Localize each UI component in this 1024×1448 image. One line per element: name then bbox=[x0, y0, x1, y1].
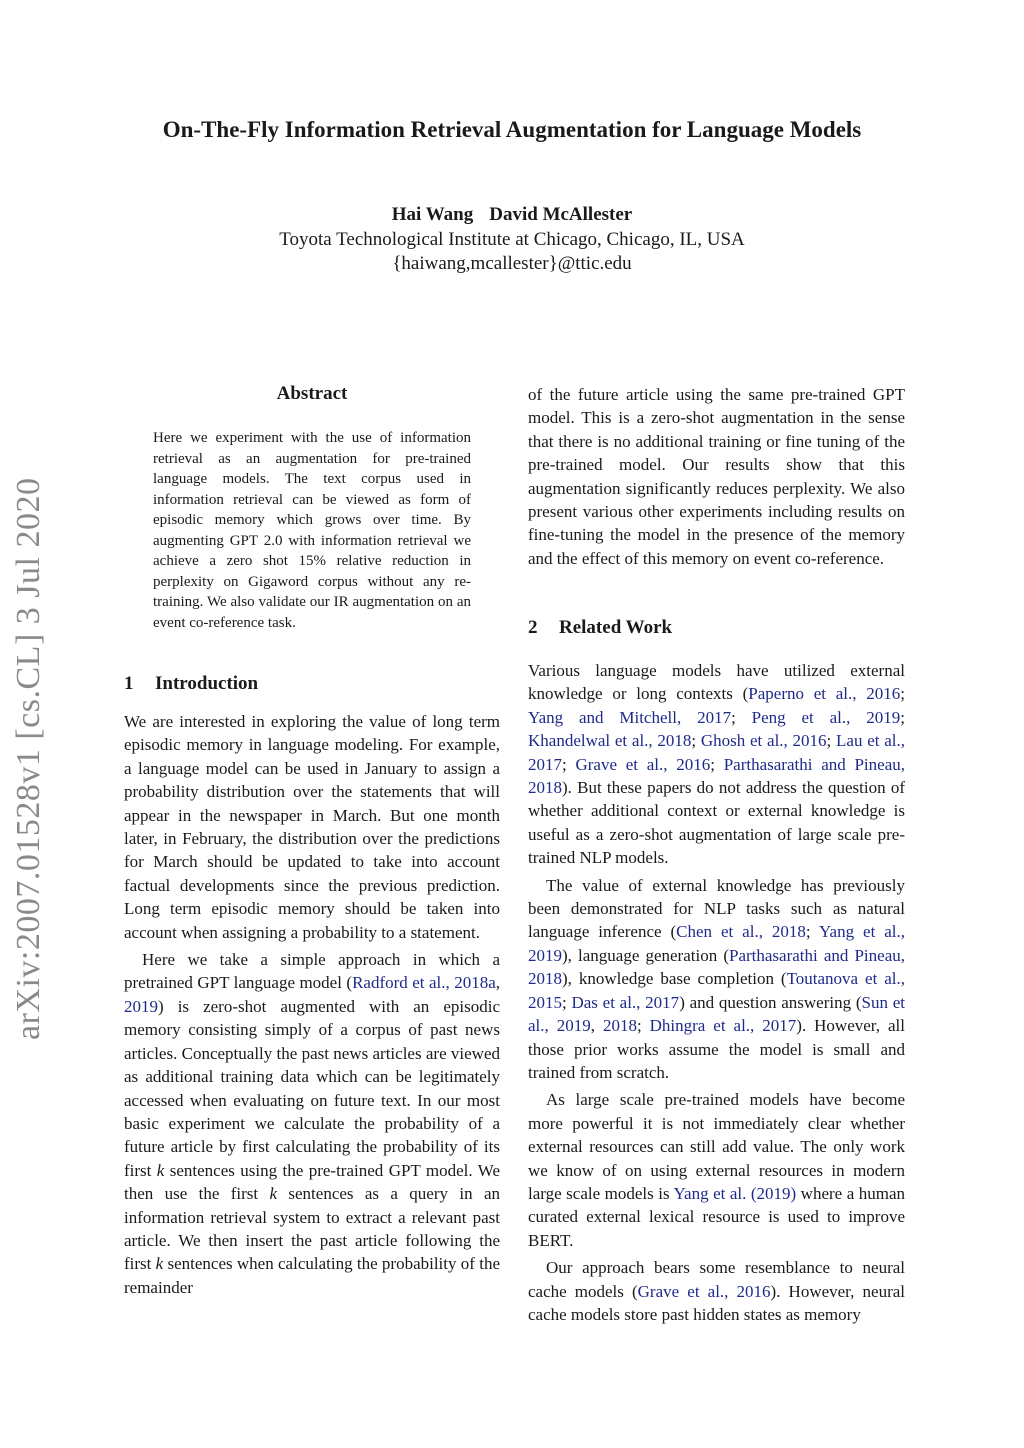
math-variable: k bbox=[155, 1254, 164, 1274]
right-column-intro bbox=[528, 383, 905, 574]
arxiv-stamp: arXiv:2007.01528v1 [cs.CL] 3 Jul 2020 bbox=[10, 477, 47, 1040]
citation-link[interactable]: Sun et al., 2019 bbox=[528, 992, 905, 1036]
intro-paragraph-2: Here we take a simple approach in which a pretrained GPT language model (Radford et al., 2018a, 2019) is zero-shot augmented with an episodic memory consisting simply of a corpus of past news articles. Conceptually the past news articles are viewed as additional training data which can be legitimately accessed when evaluating on future text. In our most basic experiment we calculate the probability of a future article by first calculating the probability of its first k sentences using the pre-trained GPT model. We then use the first k sentences as a query in an information retrieval system to extract a relevant past article. We then insert the past article following the first k sentences when calculating the probability of the remainder bbox=[124, 950, 500, 1297]
citation-link[interactable]: Peng et al., 2019 bbox=[751, 707, 901, 727]
affiliation: Toyota Technological Institute at Chicago, Chicago, IL, USA bbox=[279, 229, 745, 250]
citation-link[interactable]: Yang and Mitchell, 2017 bbox=[528, 707, 732, 727]
section-title: Introduction bbox=[155, 673, 259, 694]
abstract-text: Here we experiment with the use of information retrieval as an augmentation for pre-trained language models. The text corpus used in information retrieval can be viewed as form of episodic memory which grows over time. By augmenting GPT 2.0 with information retrieval we achieve a zero shot 15% relative reduction in perplexity on Gigaword corpus without any re-training. We also validate our IR augmentation on an event co-reference task. bbox=[153, 430, 471, 631]
section-heading-related-work bbox=[528, 617, 672, 639]
intro-paragraph-1: We are interested in exploring the value of long term episodic memory in language modeling. For example, a language model can be used in January to assign a probability distribution over the statements that will appear in the newspaper in March. But one month later, in February, the distribution over the predictions for March should be updated to take into account factual developments since the previous prediction. Long term episodic memory should be taken into account when assigning a probability to a statement. bbox=[124, 712, 500, 942]
citation-link[interactable]: Chen et al., 2018 bbox=[676, 922, 806, 942]
author-name: Hai Wang bbox=[391, 204, 474, 225]
related-paragraph-4: Our approach bears some resemblance to neural cache models (Grave et al., 2016). However, neural cache models store past hidden states as memory bbox=[528, 1258, 905, 1324]
section-title: Related Work bbox=[559, 617, 673, 638]
math-variable: k bbox=[156, 1160, 165, 1180]
citation-link[interactable]: Das et al., 2017 bbox=[571, 992, 680, 1012]
math-variable: k bbox=[269, 1184, 278, 1204]
citation-link[interactable]: 2018 bbox=[602, 1016, 637, 1036]
author-list bbox=[0, 204, 1024, 226]
section-heading-introduction bbox=[124, 673, 258, 695]
citation-link[interactable]: Yang et al. (2019) bbox=[673, 1183, 797, 1203]
related-paragraph-3: As large scale pre-trained models have become more powerful it is not immediately clear whether external resources can still add value. The only work we know of on using external resources in modern large scale models is Yang et al. (2019) where a human curated external lexical resource is used to improve BERT. bbox=[528, 1090, 906, 1250]
paper-title: On-The-Fly Information Retrieval Augmentation for Language Models bbox=[162, 117, 862, 142]
citation-link[interactable]: Paperno et al., 2016 bbox=[748, 684, 901, 704]
citation-link[interactable]: 2019 bbox=[124, 996, 158, 1016]
author-name: David McAllester bbox=[489, 204, 633, 225]
author-email: {haiwang,mcallester}@ttic.edu bbox=[392, 253, 632, 274]
citation-link[interactable]: Parthasarathi and Pineau, 2018 bbox=[528, 945, 905, 989]
citation-link[interactable]: Yang et al., 2019 bbox=[528, 922, 906, 965]
section-number: 2 bbox=[528, 617, 538, 638]
section-number: 1 bbox=[124, 673, 134, 694]
citation-link[interactable]: Grave et al., 2016 bbox=[575, 754, 711, 774]
citation-link[interactable]: Ghosh et al., 2016 bbox=[700, 731, 827, 751]
left-column-body bbox=[124, 710, 500, 1303]
intro-continuation: of the future article using the same pre-trained GPT model. This is a zero-shot augmentation in the sense that there is no additional training or fine tuning of the pre-trained model. Our results show that this augmentation significantly reduces perplexity. We also present various other experiments including results on fine-tuning the model in the presence of the memory and the effect of this memory on event co-reference. bbox=[528, 385, 905, 568]
citation-link[interactable]: Toutanova et al., 2015 bbox=[528, 969, 905, 1012]
citation-link[interactable]: Lau et al., 2017 bbox=[528, 731, 905, 774]
citation-link[interactable]: Grave et al., 2016 bbox=[637, 1281, 771, 1301]
right-column-related-work bbox=[528, 659, 905, 1330]
citation-link[interactable]: Parthasarathi and Pineau, 2018 bbox=[528, 754, 905, 798]
abstract-heading: Abstract bbox=[276, 383, 348, 404]
related-paragraph-2: The value of external knowledge has previously been demonstrated for NLP tasks such as natural language inference (Chen et al., 2018; Yang et al., 2019), language generation (Parthasarathi and Pineau, 2018), knowledge base completion (Toutanova et al., 2015; Das et al., 2017) and question answering (Sun et al., 2019, 2018; Dhingra et al., 2017). However, all those prior works assume the model is small and trained from scratch. bbox=[528, 875, 906, 1082]
related-paragraph-1: Various language models have utilized external knowledge or long contexts (Paperno et al., 2016; Yang and Mitchell, 2017; Peng et al., 2019; Khandelwal et al., 2018; Ghosh et al., 2016; Lau et al., 2017; Grave et al., 2016; Parthasarathi and Pineau, 2018). But these papers do not address the question of whether additional context or external knowledge is useful as a zero-shot augmentation of large scale pre-trained NLP models. bbox=[528, 661, 905, 868]
citation-link[interactable]: Dhingra et al., 2017 bbox=[649, 1016, 797, 1036]
citation-link[interactable]: Khandelwal et al., 2018 bbox=[528, 731, 692, 751]
citation-link[interactable]: Radford et al., 2018a bbox=[352, 973, 496, 993]
